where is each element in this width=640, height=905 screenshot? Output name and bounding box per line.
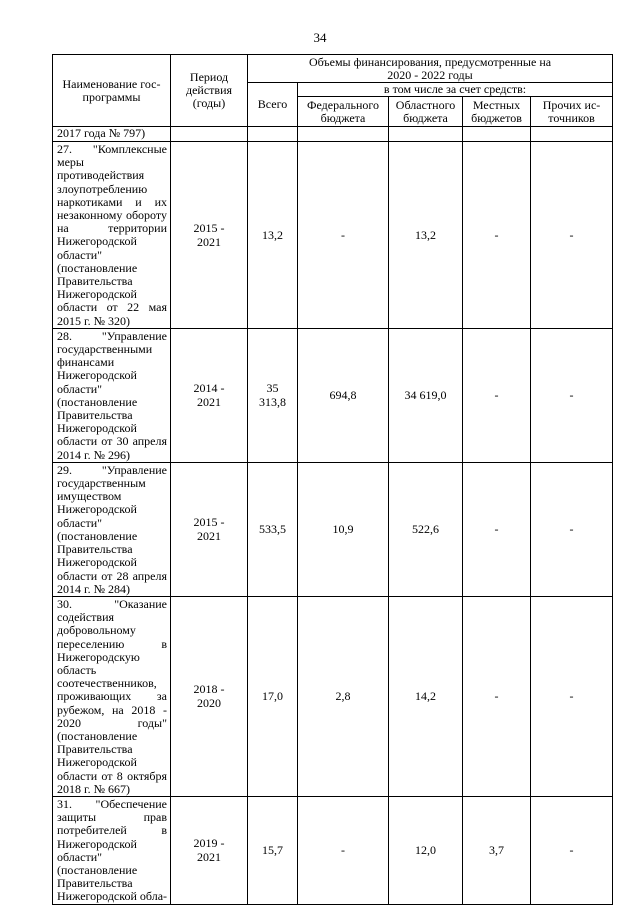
program-name: 30. "Оказание содействия добровольному переселению в Нижегородскую область соотечественников, проживающих за рубежом, на 2018 - 2020 годы" (постановление Правительства Нижегородской области от 8 октября 2018 г. № 667): [53, 596, 171, 796]
header-including-group: в том числе за счет средств:: [298, 83, 613, 97]
page-number: 34: [313, 30, 327, 45]
period: 2018 - 2020: [171, 596, 248, 796]
total: 533,5: [248, 462, 298, 596]
program-name: 31. "Обеспечение защиты прав потребителей в Нижегородской области" (постановление Правительства Нижегородской обла-: [53, 796, 171, 904]
header-name: Наименование гос-программы: [53, 55, 171, 127]
table-row: [53, 796, 613, 904]
header-regional: Областного бюджета: [389, 97, 463, 127]
total: 13,2: [248, 142, 298, 329]
other: -: [531, 142, 613, 329]
other: -: [531, 796, 613, 904]
continuation-text: 2017 года № 797): [53, 127, 171, 142]
total: 17,0: [248, 596, 298, 796]
federal: 10,9: [298, 462, 389, 596]
regional: 34 619,0: [389, 328, 463, 462]
header-local: Местных бюджетов: [463, 97, 531, 127]
other: -: [531, 462, 613, 596]
header-volume-group: Объемы финансирования, предусмотренные на 2020 - 2022 годы: [248, 55, 613, 83]
table-row: [53, 596, 613, 796]
federal: 2,8: [298, 596, 389, 796]
header-period: Период действия (годы): [171, 55, 248, 127]
local: -: [463, 596, 531, 796]
header-total: Всего: [248, 83, 298, 127]
federal: -: [298, 796, 389, 904]
local: -: [463, 462, 531, 596]
regional: 12,0: [389, 796, 463, 904]
total: 35 313,8: [248, 328, 298, 462]
table-row: [53, 142, 613, 329]
table-row: [53, 462, 613, 596]
funding-table: [52, 54, 613, 905]
other: -: [531, 596, 613, 796]
program-name: 29. "Управление государственным имуществом Нижегородской области" (постановление Правительства Нижегородской области от 28 апреля 2014 г. № 284): [53, 462, 171, 596]
period: 2014 - 2021: [171, 328, 248, 462]
period: 2015 - 2021: [171, 142, 248, 329]
other: -: [531, 328, 613, 462]
period: 2019 - 2021: [171, 796, 248, 904]
regional: 522,6: [389, 462, 463, 596]
header-other: Прочих ис-точников: [531, 97, 613, 127]
period: 2015 - 2021: [171, 462, 248, 596]
regional: 13,2: [389, 142, 463, 329]
local: -: [463, 142, 531, 329]
federal: 694,8: [298, 328, 389, 462]
local: 3,7: [463, 796, 531, 904]
regional: 14,2: [389, 596, 463, 796]
program-name: 27. "Комплексные меры противодействия злоупотреблению наркотиками и их незаконному обороту на территории Нижегородской области" (постановление Правительства Нижегородской области от 22 мая 2015 г. № 320): [53, 142, 171, 329]
program-name: 28. "Управление государственными финансами Нижегородской области" (постановление Правительства Нижегородской области от 30 апреля 2014 г. № 296): [53, 328, 171, 462]
table-row: [53, 328, 613, 462]
total: 15,7: [248, 796, 298, 904]
header-federal: Федерального бюджета: [298, 97, 389, 127]
local: -: [463, 328, 531, 462]
federal: -: [298, 142, 389, 329]
